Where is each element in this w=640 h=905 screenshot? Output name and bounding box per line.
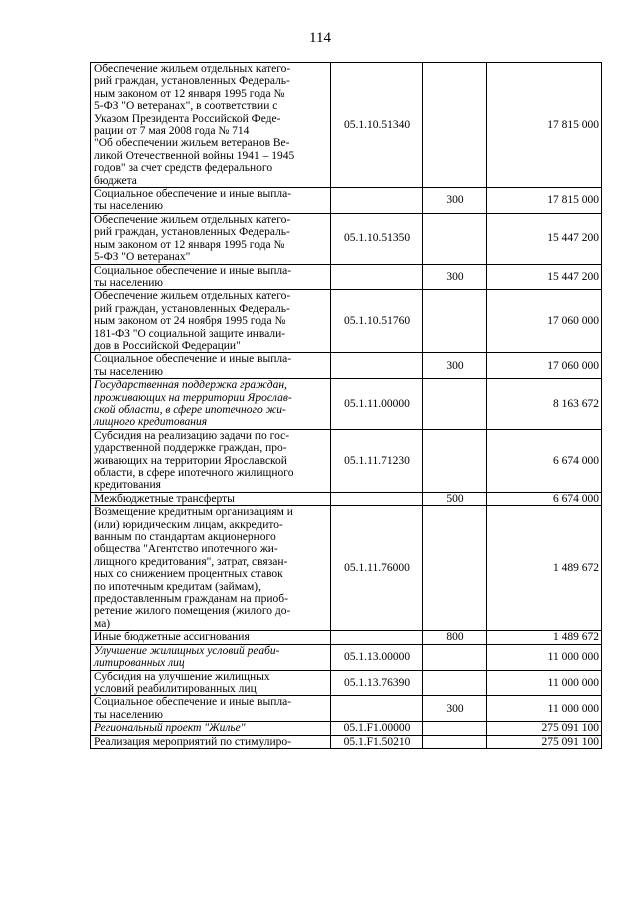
row-sum: 275 091 100 bbox=[487, 722, 602, 735]
table-row bbox=[91, 670, 602, 696]
row-name: Социальное обеспечение и иные выпла- ты населению bbox=[91, 353, 331, 379]
row-code: 05.1.11.71230 bbox=[331, 429, 423, 492]
row-sum: 17 815 000 bbox=[487, 63, 602, 188]
row-sum: 17 060 000 bbox=[487, 290, 602, 353]
table-row bbox=[91, 290, 602, 353]
row-code bbox=[331, 696, 423, 722]
row-expense-type: 300 bbox=[423, 188, 487, 214]
row-expense-type bbox=[423, 722, 487, 735]
row-expense-type bbox=[423, 670, 487, 696]
row-expense-type bbox=[423, 644, 487, 670]
table-row bbox=[91, 379, 602, 430]
table-row bbox=[91, 213, 602, 264]
row-code: 05.1.11.76000 bbox=[331, 506, 423, 631]
row-code: 05.1.10.51760 bbox=[331, 290, 423, 353]
row-code: 05.1.10.51340 bbox=[331, 63, 423, 188]
row-sum: 11 000 000 bbox=[487, 696, 602, 722]
row-name: Социальное обеспечение и иные выпла- ты населению bbox=[91, 264, 331, 290]
row-name: Иные бюджетные ассигнования bbox=[91, 631, 331, 644]
row-sum: 1 489 672 bbox=[487, 506, 602, 631]
row-sum: 15 447 200 bbox=[487, 264, 602, 290]
row-sum: 275 091 100 bbox=[487, 735, 602, 748]
row-expense-type: 300 bbox=[423, 264, 487, 290]
table-row bbox=[91, 506, 602, 631]
row-sum: 17 060 000 bbox=[487, 353, 602, 379]
row-name: Реализация мероприятий по стимулиро- bbox=[91, 735, 331, 748]
row-code: 05.1.10.51350 bbox=[331, 213, 423, 264]
row-expense-type bbox=[423, 290, 487, 353]
row-expense-type bbox=[423, 735, 487, 748]
row-code bbox=[331, 188, 423, 214]
row-code: 05.1.F1.00000 bbox=[331, 722, 423, 735]
row-expense-type: 800 bbox=[423, 631, 487, 644]
row-code: 05.1.13.76390 bbox=[331, 670, 423, 696]
table-row bbox=[91, 492, 602, 505]
row-sum: 8 163 672 bbox=[487, 379, 602, 430]
row-code: 05.1.F1.50210 bbox=[331, 735, 423, 748]
table-row bbox=[91, 722, 602, 735]
row-code bbox=[331, 353, 423, 379]
row-name: Обеспечение жильем отдельных катего- рий граждан, установленных Федераль- ным законом от 24 ноября 1995 года № 181-ФЗ "О социальной защите инвали- дов в Российской Федерации" bbox=[91, 290, 331, 353]
table-row bbox=[91, 63, 602, 188]
row-code bbox=[331, 631, 423, 644]
row-name: Возмещение кредитным организациям и (или) юридическим лицам, аккредито- ванным по стандартам акционерного общества "Агентство ипотечного жи- лищного кредитования", затрат, связан- ных со снижением процентных ставок по ипотечным кредитам (займам), предоставленным гражданам на приоб- ретение жилого помещения (жилого до- ма) bbox=[91, 506, 331, 631]
row-sum: 6 674 000 bbox=[487, 492, 602, 505]
row-expense-type bbox=[423, 506, 487, 631]
table-row bbox=[91, 188, 602, 214]
row-expense-type bbox=[423, 429, 487, 492]
row-name: Социальное обеспечение и иные выпла- ты населению bbox=[91, 696, 331, 722]
table-row bbox=[91, 353, 602, 379]
row-expense-type: 300 bbox=[423, 696, 487, 722]
table-row bbox=[91, 735, 602, 748]
row-code: 05.1.11.00000 bbox=[331, 379, 423, 430]
row-code bbox=[331, 264, 423, 290]
row-code bbox=[331, 492, 423, 505]
table-row bbox=[91, 429, 602, 492]
row-code: 05.1.13.00000 bbox=[331, 644, 423, 670]
table-row bbox=[91, 631, 602, 644]
budget-table bbox=[90, 62, 602, 749]
row-name: Региональный проект "Жилье" bbox=[91, 722, 331, 735]
row-expense-type bbox=[423, 213, 487, 264]
row-expense-type bbox=[423, 379, 487, 430]
row-sum: 11 000 000 bbox=[487, 670, 602, 696]
row-sum: 6 674 000 bbox=[487, 429, 602, 492]
page-number: 114 bbox=[309, 30, 331, 46]
row-name: Государственная поддержка граждан, проживающих на территории Ярослав- ской области, в сфере ипотечного жи- лищного кредитования bbox=[91, 379, 331, 430]
row-sum: 17 815 000 bbox=[487, 188, 602, 214]
table-row bbox=[91, 264, 602, 290]
row-expense-type: 300 bbox=[423, 353, 487, 379]
table-row bbox=[91, 696, 602, 722]
row-expense-type bbox=[423, 63, 487, 188]
row-sum: 11 000 000 bbox=[487, 644, 602, 670]
row-name: Улучшение жилищных условий реаби- литированных лиц bbox=[91, 644, 331, 670]
table-row bbox=[91, 644, 602, 670]
row-name: Субсидия на реализацию задачи по гос- ударственной поддержке граждан, про- живающих на территории Ярославской области, в сфере ипотечного жилищного кредитования bbox=[91, 429, 331, 492]
row-name: Обеспечение жильем отдельных катего- рий граждан, установленных Федераль- ным законом от 12 января 1995 года № 5-ФЗ "О ветеранах" bbox=[91, 213, 331, 264]
row-name: Обеспечение жильем отдельных катего- рий граждан, установленных Федераль- ным законом от 12 января 1995 года № 5-ФЗ "О ветеранах", в соответствии с Указом Президента Российской Феде- рации от 7 мая 2008 года № 714 "Об обеспечении жильем ветеранов Ве- ликой Отечественной войны 1941 – 1945 годов" за счет средств федерального бюджета bbox=[91, 63, 331, 188]
row-sum: 15 447 200 bbox=[487, 213, 602, 264]
row-name: Межбюджетные трансферты bbox=[91, 492, 331, 505]
budget-table-body bbox=[91, 63, 602, 749]
row-name: Социальное обеспечение и иные выпла- ты населению bbox=[91, 188, 331, 214]
row-sum: 1 489 672 bbox=[487, 631, 602, 644]
row-expense-type: 500 bbox=[423, 492, 487, 505]
row-name: Субсидия на улучшение жилищных условий реабилитированных лиц bbox=[91, 670, 331, 696]
